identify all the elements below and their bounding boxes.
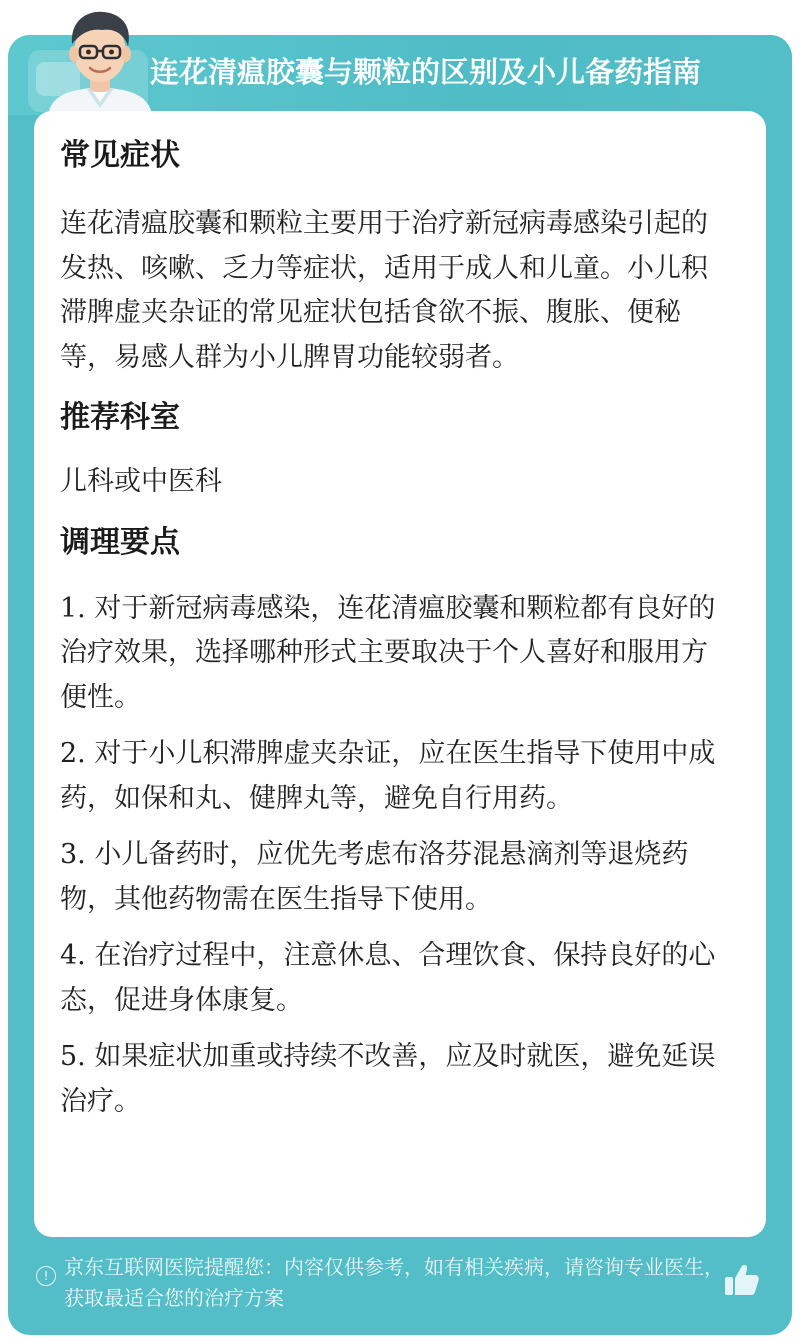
- list-item-text: 如果症状加重或持续不改善，应及时就医，避免延误治疗。: [60, 1041, 716, 1117]
- thumbs-up-icon[interactable]: [722, 1260, 762, 1300]
- department-text: 儿科或中医科: [60, 466, 222, 497]
- symptoms-text: 连花清瘟胶囊和颗粒主要用于治疗新冠病毒感染引起的发热、咳嗽、乏力等症状，适用于成人和儿童。小儿积滞脾虚夹杂证的常见症状包括食欲不振、腹胀、便秘等，易感人群为小儿脾胃功能较弱者。: [60, 208, 708, 373]
- footer: [36, 1252, 736, 1314]
- list-item-number: 5.: [60, 1041, 86, 1072]
- list-item-text: 对于小儿积滞脾虚夹杂证，应在医生指导下使用中成药，如保和丸、健脾丸等，避免自行用药。: [60, 738, 716, 814]
- list-item: [60, 732, 730, 821]
- care-heading: 调理要点: [60, 524, 180, 560]
- department-heading: 推荐科室: [60, 400, 180, 435]
- info-icon: !: [36, 1266, 56, 1286]
- list-item-number: 3.: [60, 839, 86, 870]
- list-item-text: 小儿备药时，应优先考虑布洛芬混悬滴剂等退烧药物，其他药物需在医生指导下使用。: [60, 839, 689, 915]
- list-item: [60, 1035, 730, 1124]
- list-item-number: 1.: [60, 592, 86, 624]
- list-item: [60, 934, 730, 1023]
- list-item: [60, 587, 730, 721]
- list-item-number: 2.: [60, 738, 86, 769]
- list-item-text: 对于新冠病毒感染，连花清瘟胶囊和颗粒都有良好的治疗效果，选择哪种形式主要取决于个人喜好和服用方便性。: [60, 592, 716, 713]
- care-list: [60, 587, 730, 1125]
- page-title: 连花清瘟胶囊与颗粒的区别及小儿备药指南: [150, 55, 702, 89]
- content-body: [60, 130, 730, 1136]
- list-item-text: 在治疗过程中，注意休息、合理饮食、保持良好的心态，促进身体康复。: [60, 940, 716, 1016]
- footer-disclaimer: 京东互联网医院提醒您：内容仅供参考，如有相关疾病，请咨询专业医生，获取最适合您的治疗方案: [64, 1255, 724, 1310]
- list-item-number: 4.: [60, 940, 86, 971]
- doctor-avatar-icon: [40, 4, 160, 116]
- list-item: [60, 833, 730, 922]
- symptoms-heading: 常见症状: [60, 138, 180, 173]
